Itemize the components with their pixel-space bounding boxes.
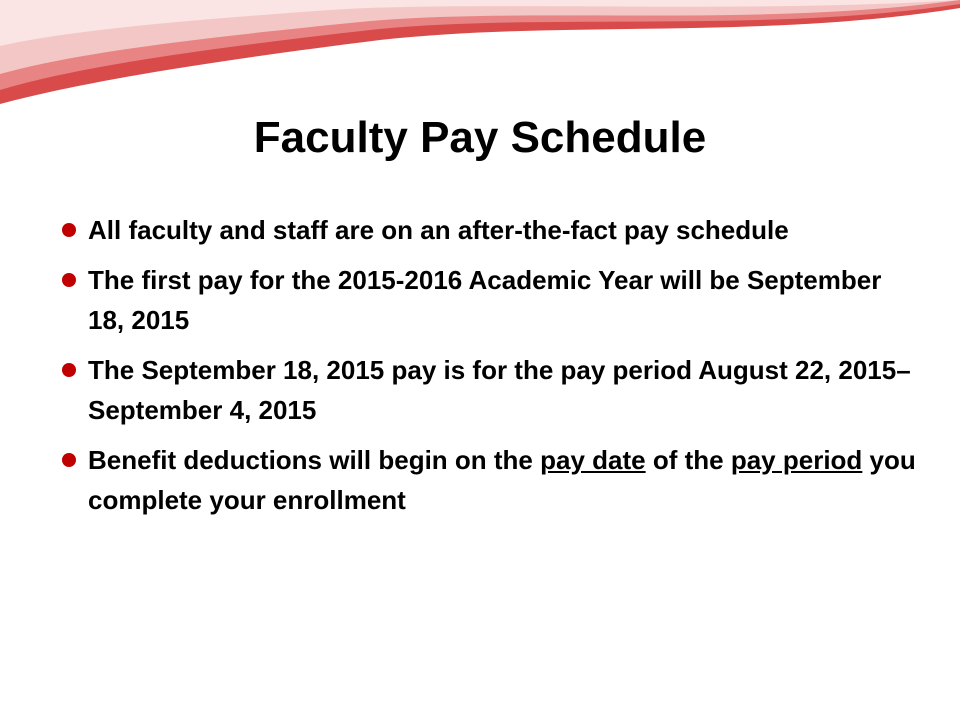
bullet-dot-icon xyxy=(62,273,76,287)
bullet-dot-icon xyxy=(62,453,76,467)
bullet-dot-icon xyxy=(62,223,76,237)
underlined-term-pay-date: pay date xyxy=(540,445,646,475)
bullet-text-part: Benefit deductions will begin on the xyxy=(88,445,541,475)
bullet-text: All faculty and staff are on an after-the-fact pay schedule xyxy=(88,215,789,245)
bullet-item xyxy=(60,350,920,430)
bullet-text: The first pay for the 2015-2016 Academic Year will be September 18, 2015 xyxy=(88,265,882,335)
slide-title: Faculty Pay Schedule xyxy=(253,113,707,162)
bullet-text-part: you complete your enrollment xyxy=(88,445,916,515)
bullet-item xyxy=(60,440,920,520)
underlined-term-pay-period: pay period xyxy=(730,445,863,475)
bullet-text: The September 18, 2015 pay is for the pay period August 22, 2015– September 4, 2015 xyxy=(88,355,911,425)
bullet-list xyxy=(60,210,920,530)
bullet-item xyxy=(60,260,920,340)
bullet-item xyxy=(60,210,920,250)
bullet-text-part: of the xyxy=(645,445,731,475)
bullet-dot-icon xyxy=(62,363,76,377)
